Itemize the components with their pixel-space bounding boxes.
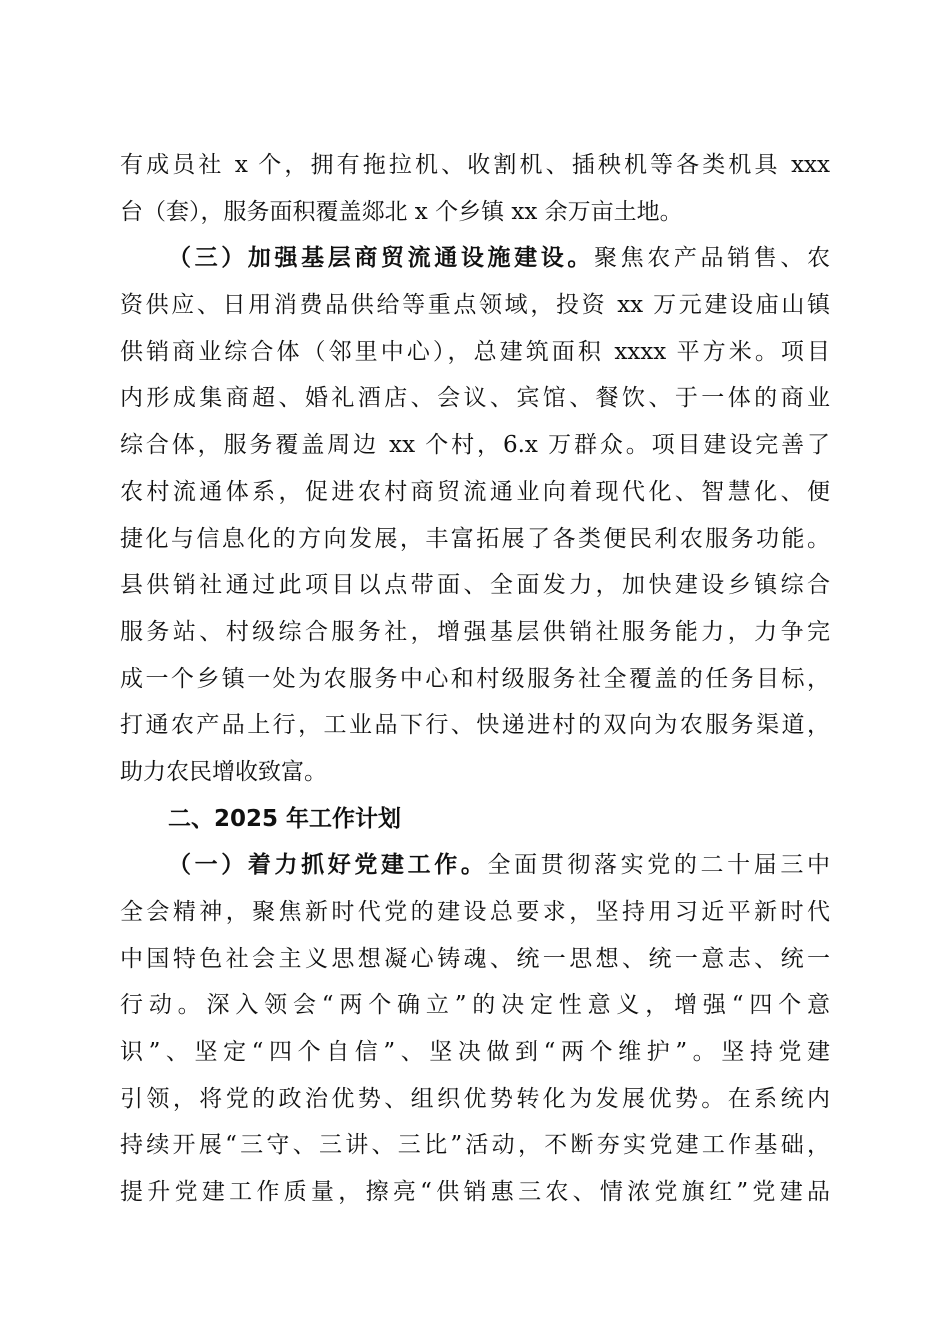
line-text: 引领，将党的政治优势、组织优势转化为发展优势。在系统内: [120, 1085, 830, 1112]
text-line: [120, 982, 830, 1029]
line-text: 供销商业综合体（邻里中心），总建筑面积 xxxx 平方米。项目: [120, 338, 830, 365]
text-line: [120, 656, 830, 703]
text-line: [120, 235, 830, 282]
line-text: 捷化与信息化的方向发展，丰富拓展了各类便民利农服务功能。: [120, 525, 830, 552]
line-text: 识”、坚定“四个自信”、坚决做到“两个维护”。坚持党建: [120, 1039, 830, 1066]
text-line: [120, 189, 830, 236]
line-text: 行动。深入领会“两个确立”的决定性意义，增强“四个意: [120, 992, 830, 1019]
text-line: [120, 329, 830, 376]
line-text: 持续开展“三守、三讲、三比”活动，不断夯实党建工作基础，: [120, 1132, 830, 1159]
text-line: [120, 702, 830, 749]
line-text: 中国特色社会主义思想凝心铸魂、统一思想、统一意志、统一: [120, 945, 830, 972]
line-text: 内形成集商超、婚礼酒店、会议、宾馆、餐饮、于一体的商业: [120, 385, 830, 412]
document-body: [120, 142, 830, 1216]
line-text: 提升党建工作质量，擦亮“供销惠三农、情浓党旗红”党建品: [120, 1179, 830, 1206]
line-text: 综合体，服务覆盖周边 xx 个村，6.x 万群众。项目建设完善了: [120, 432, 830, 459]
text-line: [120, 749, 830, 796]
text-line: [120, 1122, 830, 1169]
subsection-title: （三）加强基层商贸流通设施建设。: [168, 245, 594, 272]
text-line: [120, 422, 830, 469]
line-text: 成一个乡镇一处为农服务中心和村级服务社全覆盖的任务目标，: [120, 665, 830, 692]
subsection-title: （一）着力抓好党建工作。: [168, 852, 488, 879]
line-text: 打通农产品上行，工业品下行、快递进村的双向为农服务渠道，: [120, 712, 830, 739]
line-text: 县供销社通过此项目以点带面、全面发力，加快建设乡镇综合: [120, 572, 830, 599]
line-text: 助力农民增收致富。: [120, 758, 327, 785]
line-text: [168, 842, 830, 889]
text-line: [120, 562, 830, 609]
line-text-rest: 聚焦农产品销售、农: [594, 245, 830, 272]
text-line: [120, 609, 830, 656]
section-heading-text: 二、2025 年工作计划: [168, 805, 402, 832]
text-line: [120, 375, 830, 422]
line-text: 台（套），服务面积覆盖郯北 x 个乡镇 xx 余万亩土地。: [120, 198, 683, 225]
line-text: 全会精神，聚焦新时代党的建设总要求，坚持用习近平新时代: [120, 899, 830, 925]
text-line: [120, 282, 830, 329]
line-text: 有成员社 x 个，拥有拖拉机、收割机、插秧机等各类机具 xxx: [120, 152, 830, 178]
text-line: [120, 1076, 830, 1123]
line-text: 资供应、日用消费品供给等重点领域，投资 xx 万元建设庙山镇: [120, 292, 830, 319]
text-line: [120, 516, 830, 563]
text-line: [120, 1029, 830, 1076]
text-line: [120, 469, 830, 516]
line-text: 农村流通体系，促进农村商贸流通业向着现代化、智慧化、便: [120, 478, 830, 505]
line-text-rest: 全面贯彻落实党的二十届三中: [487, 852, 830, 879]
text-line: [120, 842, 830, 889]
line-text: [168, 235, 830, 282]
text-line: [120, 1169, 830, 1216]
section-heading: [120, 796, 830, 843]
line-text: 服务站、村级综合服务社，增强基层供销社服务能力，力争完: [120, 618, 830, 645]
text-line: [120, 142, 830, 189]
text-line: [120, 889, 830, 936]
text-line: [120, 936, 830, 983]
